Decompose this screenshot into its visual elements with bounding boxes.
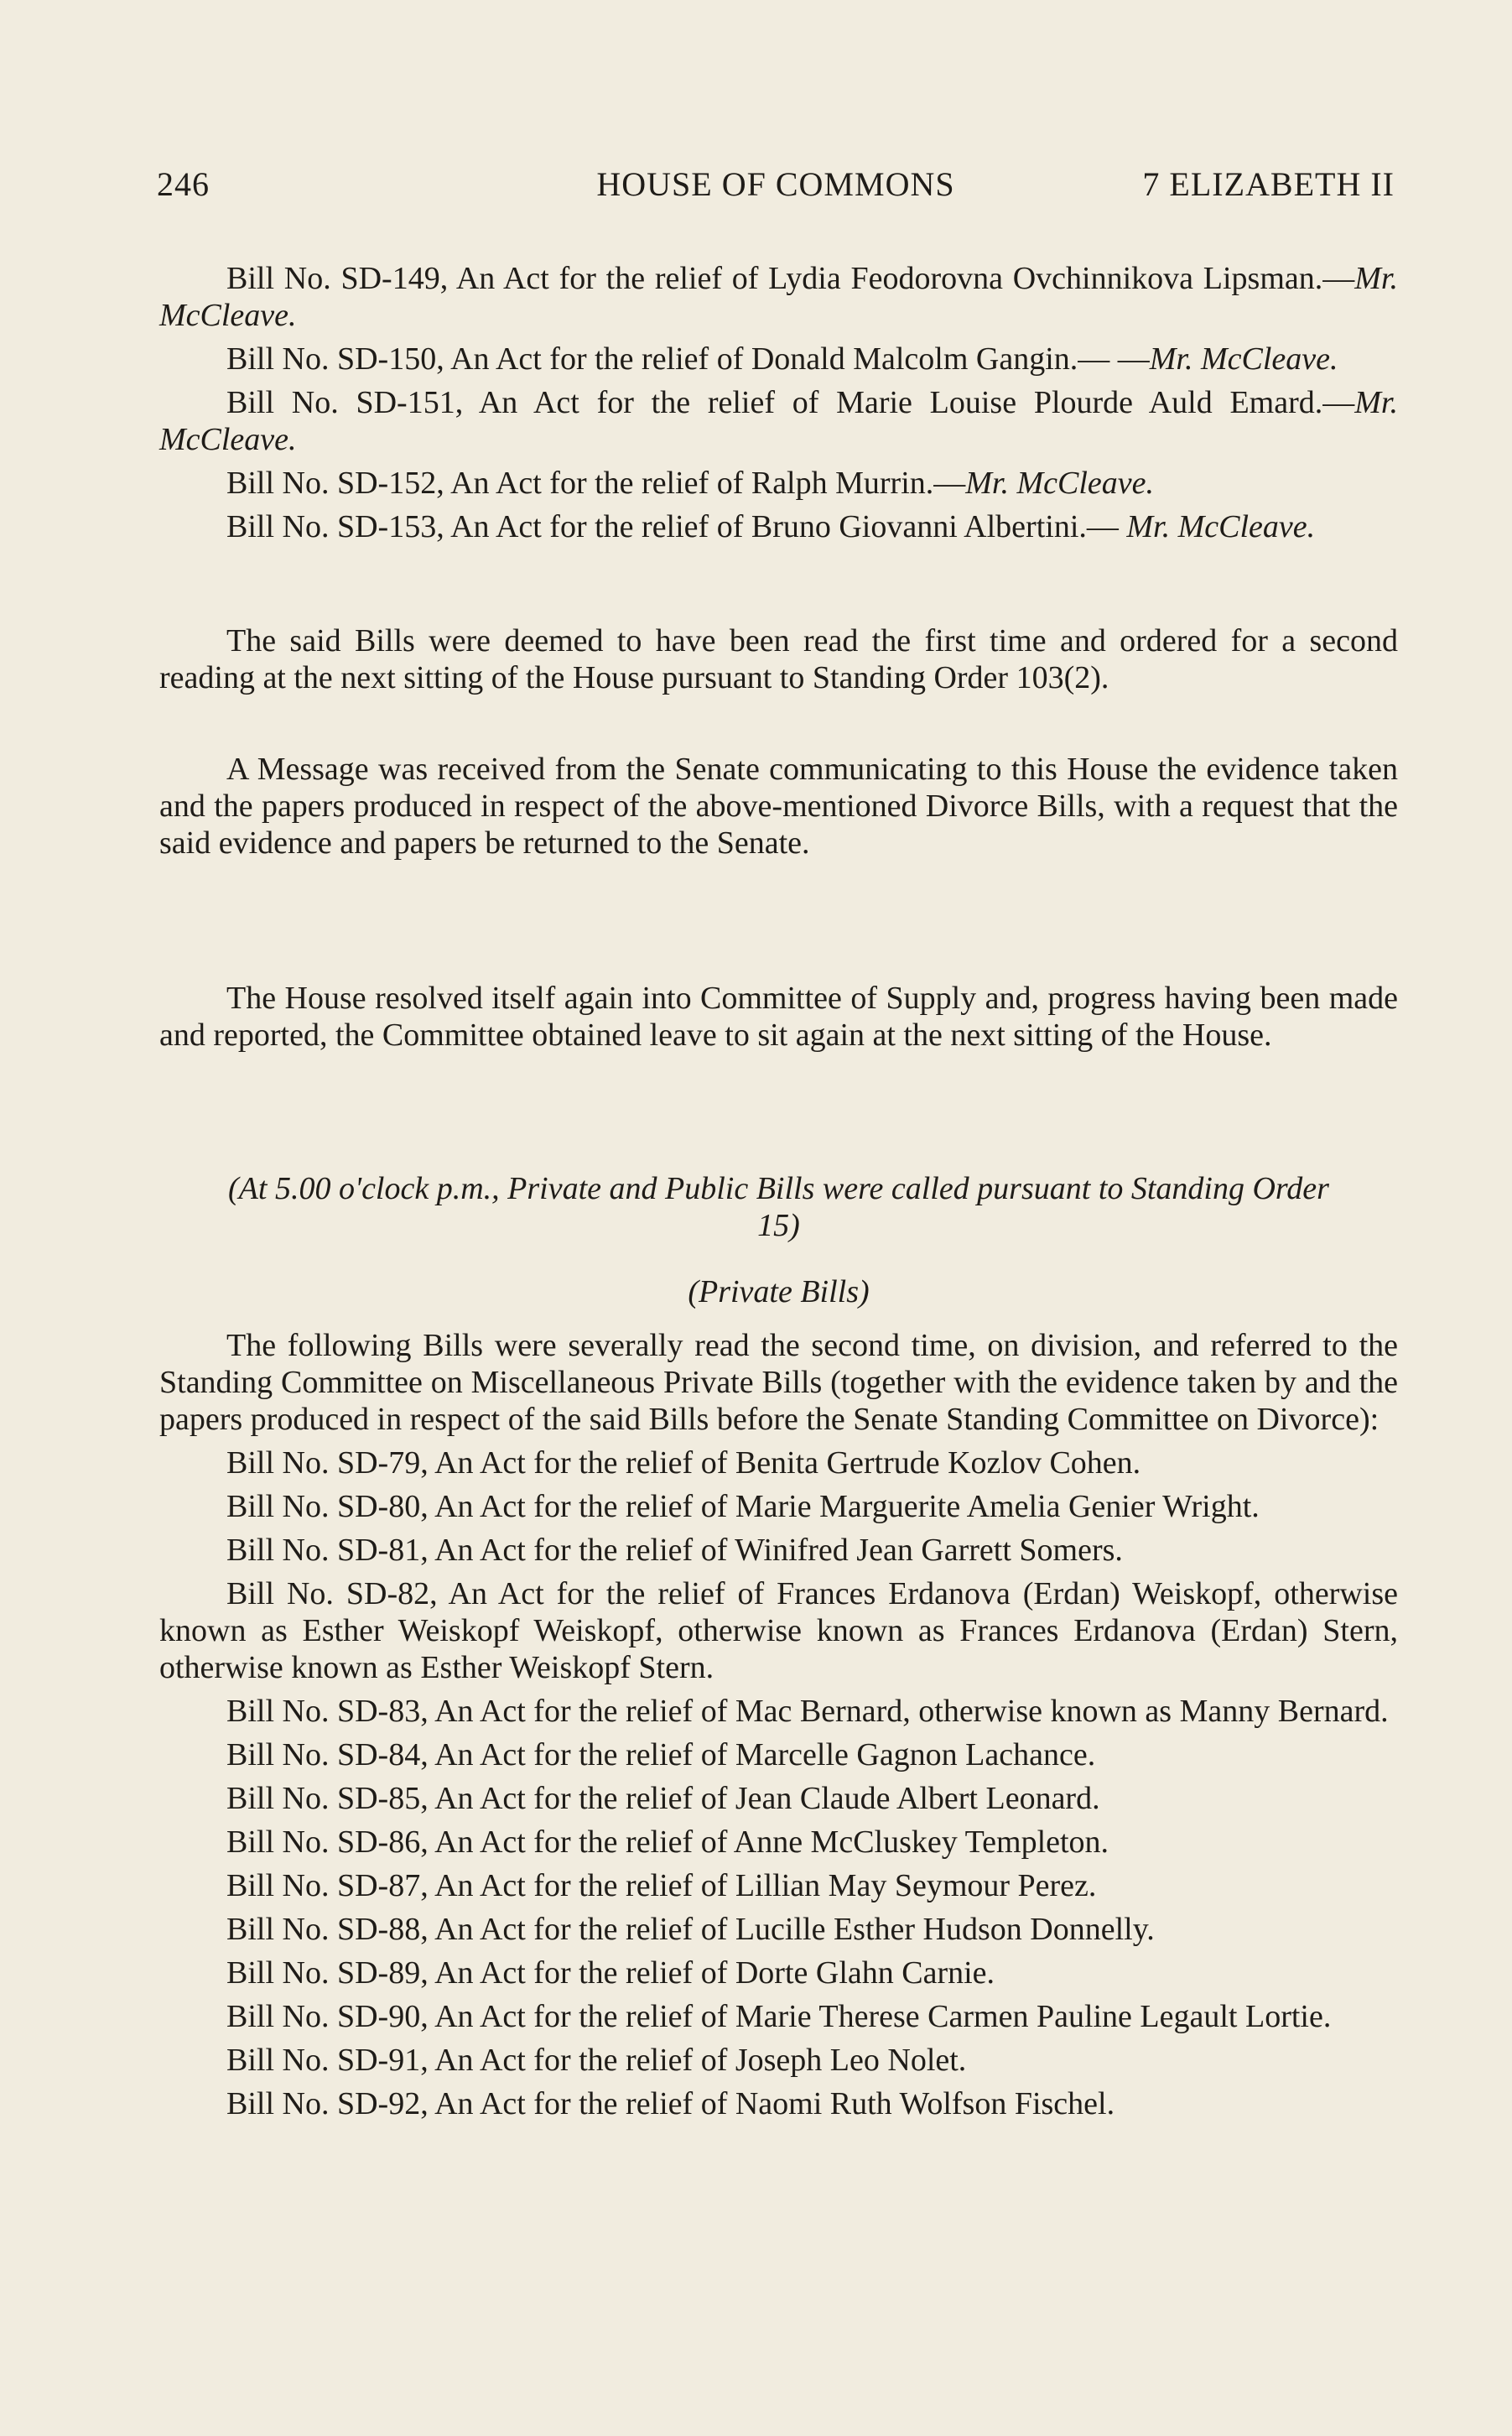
bill-entry: Bill No. SD-81, An Act for the relief of Winifred Jean Garrett Somers. [226, 1533, 1123, 1568]
page-number: 246 [157, 165, 210, 203]
senate-message-paragraph: A Message was received from the Senate communicating to this House the evidence taken and the papers produced in respect of the above-mentioned Divorce Bills, with a request that the said evidence and papers be returned to the Senate. [159, 752, 1398, 861]
private-bills-heading: (Private Bills) [688, 1274, 870, 1309]
supply-paragraph: The House resolved itself again into Committee of Supply and, progress having been made and reported, the Committee obtained leave to sit again at the next sitting of the House. [159, 981, 1398, 1053]
bill-entry: Bill No. SD-85, An Act for the relief of Jean Claude Albert Leonard. [226, 1781, 1100, 1816]
bill-entry: Bill No. SD-153, An Act for the relief of Bruno Giovanni Albertini.— Mr. McCleave. [226, 509, 1316, 544]
bill-entry: Bill No. SD-88, An Act for the relief of Lucille Esther Hudson Donnelly. [226, 1912, 1155, 1947]
time-note: (At 5.00 o'clock p.m., Private and Public Bills were called pursuant to Standing Order 15) [228, 1171, 1329, 1243]
page-header [157, 164, 1395, 206]
second-reading-section [159, 1327, 1398, 2122]
bill-entry: Bill No. SD-91, An Act for the relief of Joseph Leo Nolet. [226, 2043, 967, 2078]
bill-entry: Bill No. SD-83, An Act for the relief of Mac Bernard, otherwise known as Manny Bernard. [226, 1694, 1389, 1729]
bill-entry: Bill No. SD-84, An Act for the relief of Marcelle Gagnon Lachance. [226, 1737, 1096, 1772]
page-title: HOUSE OF COMMONS [596, 165, 955, 203]
first-reading-paragraph: The said Bills were deemed to have been read the first time and ordered for a second reading at the next sitting of the House pursuant to Standing Order 103(2). [159, 623, 1398, 695]
bill-entry: Bill No. SD-151, An Act for the relief of Marie Louise Plourde Auld Emard.—Mr. McCleave. [159, 385, 1398, 457]
bill-entry: Bill No. SD-90, An Act for the relief of Marie Therese Carmen Pauline Legault Lortie. [226, 1999, 1332, 2034]
bill-entry: Bill No. SD-89, An Act for the relief of Dorte Glahn Carnie. [226, 1955, 995, 1991]
senate-bills-list [159, 260, 1398, 545]
bill-entry: Bill No. SD-150, An Act for the relief of Donald Malcolm Gangin.— —Mr. McCleave. [226, 341, 1338, 377]
second-reading-intro: The following Bills were severally read the second time, on division, and referred to the Standing Committee on Miscellaneous Private Bills (together with the evidence taken by and the papers produced in respect of the said Bills before the Senate Standing Committee on Divorce): [159, 1328, 1398, 1437]
bill-entry: Bill No. SD-82, An Act for the relief of Frances Erdanova (Erdan) Weiskopf, otherwise known as Esther Weiskopf Weiskopf, otherwise known as Frances Erdanova (Erdan) Stern, otherwise known as Esther Weiskopf Stern. [159, 1576, 1398, 1685]
bill-entry: Bill No. SD-152, An Act for the relief of Ralph Murrin.—Mr. McCleave. [226, 466, 1155, 501]
bill-entry: Bill No. SD-79, An Act for the relief of Benita Gertrude Kozlov Cohen. [226, 1445, 1141, 1481]
bill-entry: Bill No. SD-80, An Act for the relief of Marie Marguerite Amelia Genier Wright. [226, 1489, 1260, 1524]
bill-entry: Bill No. SD-87, An Act for the relief of Lillian May Seymour Perez. [226, 1868, 1097, 1903]
bill-entry: Bill No. SD-149, An Act for the relief of Lydia Feodorovna Ovchinnikova Lipsman.—Mr. McCleave. [159, 261, 1398, 333]
regnal-year: 7 ELIZABETH II [1142, 165, 1395, 203]
bill-entry: Bill No. SD-86, An Act for the relief of Anne McCluskey Templeton. [226, 1824, 1109, 1860]
bill-entry: Bill No. SD-92, An Act for the relief of Naomi Ruth Wolfson Fischel. [226, 2086, 1115, 2121]
